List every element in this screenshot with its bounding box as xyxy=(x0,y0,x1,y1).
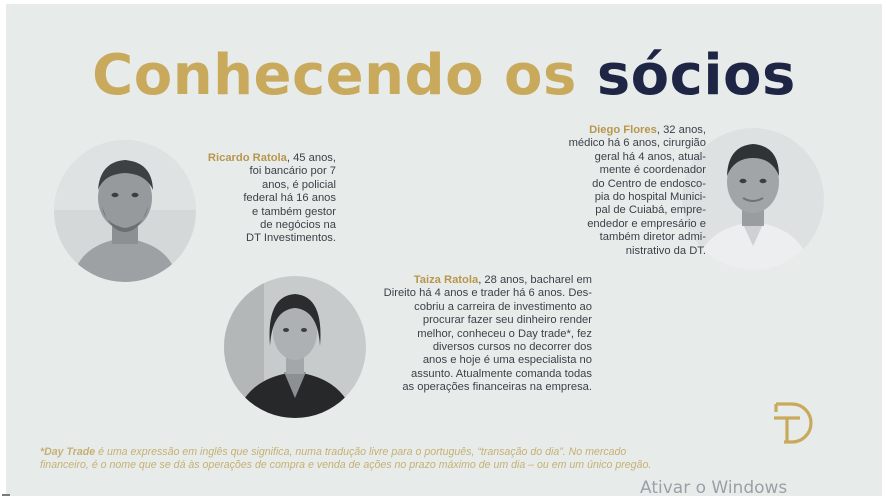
taiza-bio-line: , 28 anos, bacharel em xyxy=(478,274,592,286)
taiza-bio-line: melhor, conheceu o Day trade*, fez xyxy=(417,327,592,340)
diego-bio xyxy=(526,124,706,258)
ricardo-bio-line: de negócios na xyxy=(260,219,336,232)
taiza-bio-line: diversos cursos no decorrer dos xyxy=(432,341,592,354)
ricardo-bio xyxy=(186,152,336,246)
taiza-bio-line: as operações financeiras na empresa. xyxy=(402,381,592,394)
taiza-name: Taiza Ratola xyxy=(413,274,479,286)
ricardo-bio-line: foi bancário por 7 xyxy=(249,165,336,178)
title-part-2: sócios xyxy=(596,43,796,108)
diego-name: Diego Flores xyxy=(589,124,657,136)
diego-bio-line: endedor e empresário e xyxy=(587,217,706,230)
taiza-bio xyxy=(332,274,592,395)
dt-logo-icon xyxy=(770,400,816,451)
diego-bio-line: , 32 anos, xyxy=(656,124,706,136)
ricardo-bio-line: anos, é policial xyxy=(261,178,336,191)
ricardo-name: Ricardo Ratola xyxy=(207,152,287,164)
diego-bio-line: nistrativo da DT. xyxy=(625,244,706,257)
ricardo-photo xyxy=(54,140,196,282)
footnote-line: é uma expressão em inglês que significa, numa tradução livre para o português, “transação do dia”. No mercado xyxy=(95,446,627,458)
corner-mark xyxy=(2,494,10,496)
diego-bio-line: também diretor admi- xyxy=(599,231,706,244)
footnote-term: *Day Trade xyxy=(40,446,96,458)
ricardo-bio-line: DT Investimentos. xyxy=(246,232,336,245)
footnote-line: financeiro, é o nome que se dá às operações de compra e venda de ações no prazo máximo de um dia – ou em um único pregão. xyxy=(40,459,652,471)
presentation-slide xyxy=(6,4,882,496)
diego-bio-line: do Centro de endosco- xyxy=(592,177,706,190)
slide-title xyxy=(6,44,882,108)
taiza-bio-line: procurar fazer seu dinheiro render xyxy=(422,314,592,327)
taiza-bio-line: assunto. Atualmente comanda todas xyxy=(411,367,592,380)
ricardo-bio-line: e também gestor xyxy=(252,205,336,218)
diego-bio-line: pia do hospital Munici- xyxy=(594,191,706,204)
ricardo-bio-line: , 45 anos, xyxy=(286,152,336,164)
diego-bio-line: mente é coordenador xyxy=(599,164,706,177)
taiza-bio-line: anos e hoje é uma especialista no xyxy=(422,354,592,367)
diego-bio-line: pal de Cuiabá, empre- xyxy=(595,204,706,217)
diego-bio-line: geral há 4 anos, atual- xyxy=(594,150,706,163)
ricardo-bio-line: federal há 16 anos xyxy=(243,192,336,205)
diego-bio-line: médico há 6 anos, cirurgião xyxy=(568,137,706,150)
windows-activation-watermark: Ativar o Windows xyxy=(640,478,788,498)
taiza-bio-line: Direito há 4 anos e trader há 6 anos. Des- xyxy=(383,287,592,300)
footnote xyxy=(40,446,800,472)
taiza-bio-line: cobriu a carreira de investimento ao xyxy=(414,300,592,313)
title-part-1: Conhecendo os xyxy=(92,43,577,108)
